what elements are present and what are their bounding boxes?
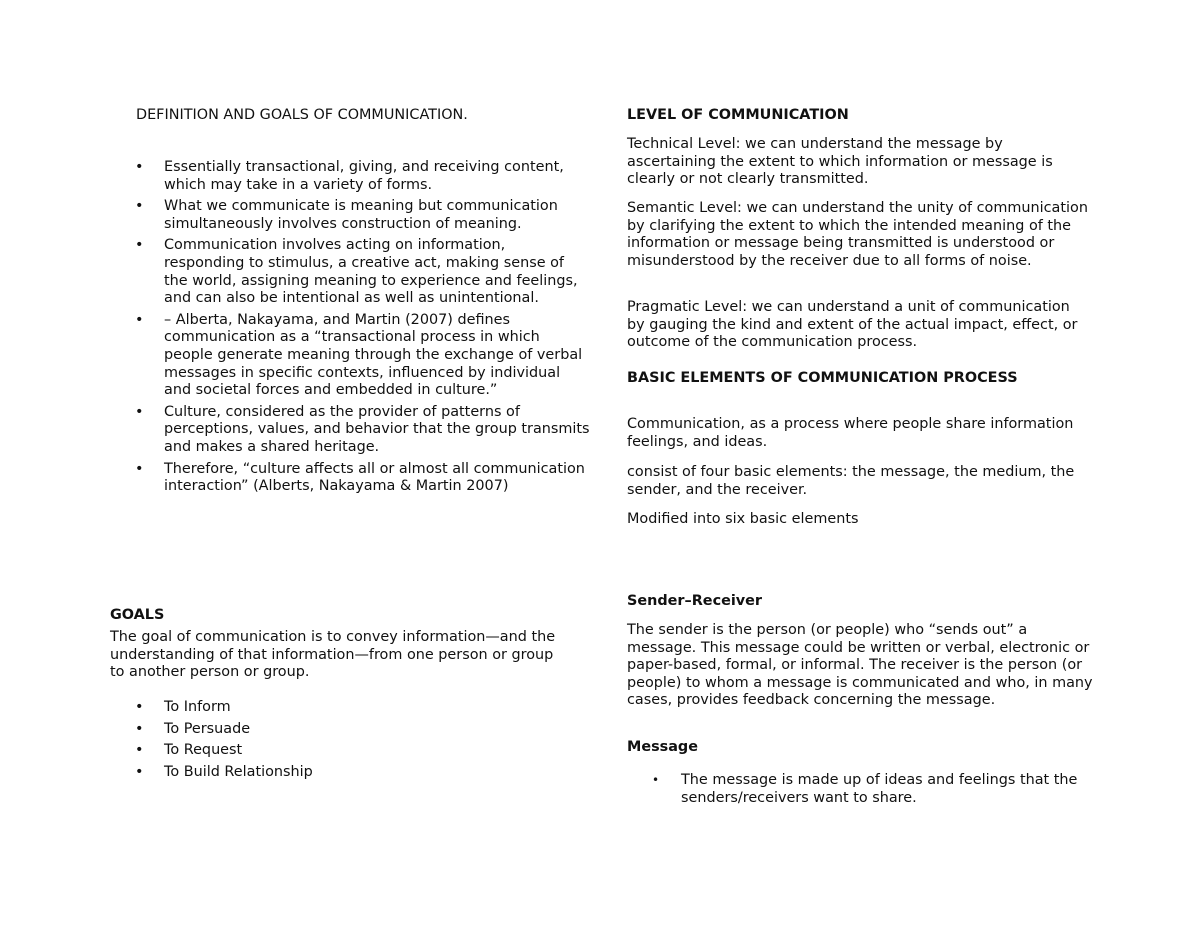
list-item: • Communication involves acting on information, responding to stimulus, a creative act, making sense of the world, assigning meaning to experience and feelings, and can also be intentional as well as unintentional. xyxy=(110,237,590,307)
list-item: • Culture, considered as the provider of patterns of perceptions, values, and behavior that the group transmits and makes a shared heritage. xyxy=(110,404,590,457)
list-item: • What we communicate is meaning but communication simultaneously involves construction of meaning. xyxy=(110,198,590,233)
goals-paragraph: The goal of communication is to convey information—and the understanding of that information—from one person or group to another person or group. xyxy=(110,629,556,681)
basic-elements-heading: BASIC ELEMENTS OF COMMUNICATION PROCESS xyxy=(627,370,1018,386)
list-item: • Essentially transactional, giving, and receiving content, which may take in a variety of forms. xyxy=(110,159,590,194)
pragmatic-level-paragraph: Pragmatic Level: we can understand a unit of communication by gauging the kind and extent of the actual impact, effect, or outcome of the communication process. xyxy=(627,299,1078,351)
message-heading: Message xyxy=(627,739,698,755)
basic-elements-paragraph-3: Modified into six basic elements xyxy=(627,511,859,527)
sender-receiver-heading: Sender–Receiver xyxy=(627,593,763,609)
list-item: • To Request xyxy=(110,742,570,760)
definition-bullet-list xyxy=(110,159,590,500)
list-item: • To Persuade xyxy=(110,721,570,739)
list-item: • To Build Relationship xyxy=(110,764,570,782)
semantic-level-paragraph: Semantic Level: we can understand the unity of communication by clarifying the extent to which the intended meaning of the information or message being transmitted is understood or misunderstood by the receiver due to all forms of noise. xyxy=(627,200,1088,269)
sender-receiver-paragraph: The sender is the person (or people) who “sends out” a message. This message could be written or verbal, electronic or paper-based, formal, or informal. The receiver is the person (or people) to whom a message is communicated and who, in many cases, provides feedback concerning the message. xyxy=(627,622,1093,709)
level-heading: LEVEL OF COMMUNICATION xyxy=(627,107,849,123)
basic-elements-paragraph-2: consist of four basic elements: the message, the medium, the sender, and the receiver. xyxy=(627,464,1075,498)
technical-level-paragraph: Technical Level: we can understand the message by ascertaining the extent to which information or message is clearly or not clearly transmitted. xyxy=(627,136,1053,188)
goals-bullet-list xyxy=(110,699,570,785)
definition-heading: DEFINITION AND GOALS OF COMMUNICATION. xyxy=(136,107,468,123)
list-item: • To Inform xyxy=(110,699,570,717)
basic-elements-paragraph-1: Communication, as a process where people share information feelings, and ideas. xyxy=(627,416,1074,450)
list-item: • – Alberta, Nakayama, and Martin (2007) defines communication as a “transactional process in which people generate meaning through the exchange of verbal messages in specific contexts, influenced by individual and societal forces and embedded in culture.” xyxy=(110,312,590,400)
list-item: • Therefore, “culture affects all or almost all communication interaction” (Alberts, Nakayama & Martin 2007) xyxy=(110,461,590,496)
list-item: • The message is made up of ideas and feelings that the senders/receivers want to share. xyxy=(627,772,1097,807)
goals-heading: GOALS xyxy=(110,607,165,623)
message-bullet-list xyxy=(627,772,1097,811)
